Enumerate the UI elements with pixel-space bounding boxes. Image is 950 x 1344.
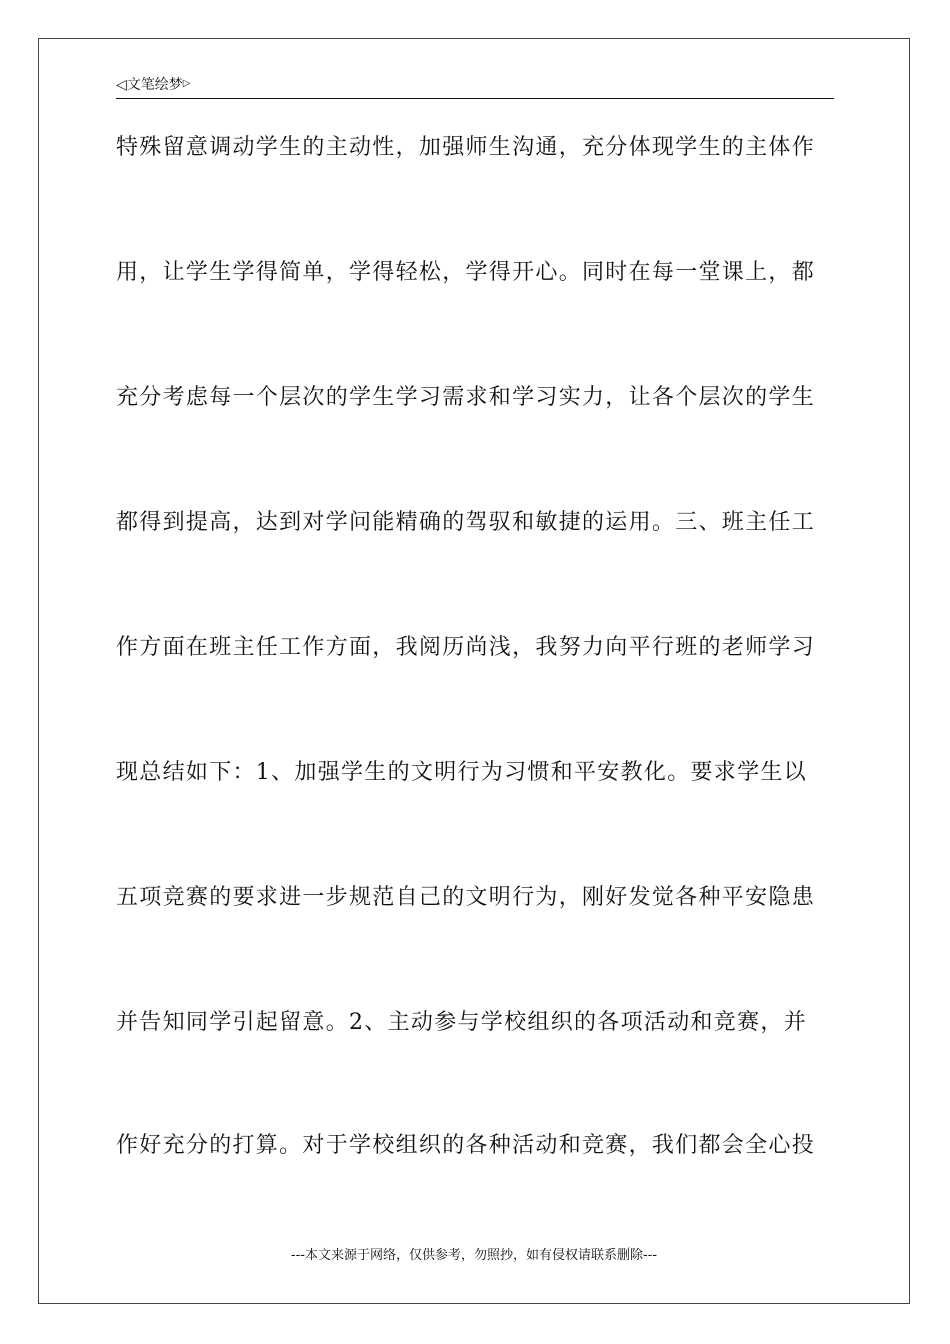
page-footer: ---本文来源于网络，仅供参考，勿照抄，如有侵权请联系删除--- bbox=[290, 1248, 658, 1263]
header-title: 文笔绘梦 bbox=[126, 77, 183, 93]
body-line: 作方面在班主任工作方面，我阅历尚浅，我努力向平行班的老师学习 bbox=[116, 635, 816, 660]
header-right-bracket: ▷ bbox=[182, 78, 191, 89]
header-left-bracket: ◁ bbox=[116, 77, 127, 93]
page-border bbox=[38, 38, 910, 1304]
body-line: 特殊留意调动学生的主动性，加强师生沟通，充分体现学生的主体作 bbox=[116, 135, 816, 160]
body-line: 现总结如下：1、加强学生的文明行为习惯和平安教化。要求学生以 bbox=[116, 760, 807, 785]
body-line: 并告知同学引起留意。2、主动参与学校组织的各项活动和竞赛，并 bbox=[116, 1010, 807, 1035]
body-line: 都得到提高，达到对学问能精确的驾驭和敏捷的运用。三、班主任工 bbox=[116, 510, 816, 535]
page-header bbox=[116, 74, 834, 99]
body-line: 五项竞赛的要求进一步规范自己的文明行为，刚好发觉各种平安隐患 bbox=[116, 885, 816, 910]
body-line: 用，让学生学得简单，学得轻松，学得开心。同时在每一堂课上，都 bbox=[116, 260, 816, 285]
body-line: 充分考虑每一个层次的学生学习需求和学习实力，让各个层次的学生 bbox=[116, 385, 816, 410]
body-line: 作好充分的打算。对于学校组织的各种活动和竞赛，我们都会全心投 bbox=[116, 1133, 816, 1158]
